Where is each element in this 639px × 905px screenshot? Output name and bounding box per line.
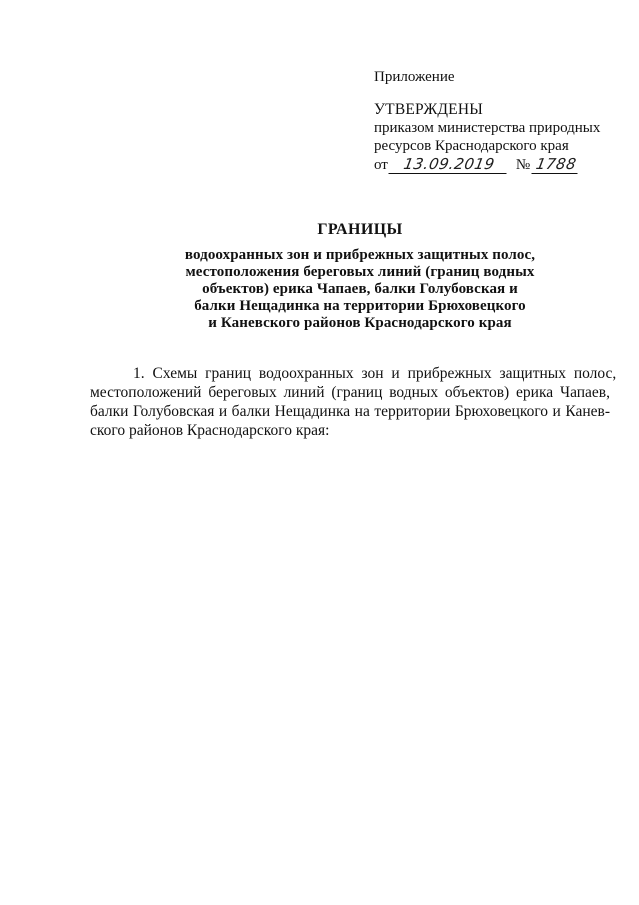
paragraph-line-1: 1. Схемы границ водоохранных зон и прибрежных защитных полос,: [133, 365, 617, 382]
document-title: [150, 221, 570, 332]
approval-line-resources: ресурсов Краснодарского края: [374, 138, 569, 154]
approval-block: [374, 68, 614, 174]
title-line-5: и Каневского районов Краснодарского края: [208, 315, 512, 331]
title-heading: ГРАНИЦЫ: [317, 221, 403, 238]
order-number-handwritten: 1788: [532, 156, 581, 174]
title-line-2: местоположения береговых линий (границ водных: [185, 264, 535, 280]
order-date-prefix: от: [374, 157, 388, 173]
appendix-label: Приложение: [374, 69, 455, 85]
approved-label: УТВЕРЖДЕНЫ: [374, 101, 483, 118]
paragraph-1: [90, 364, 617, 440]
title-line-3: объектов) ерика Чапаев, балки Голубовская и: [202, 281, 518, 297]
order-line: [374, 155, 614, 174]
approval-line-ministry: приказом министерства природных: [374, 120, 601, 136]
paragraph-line-3: балки Голубовская и балки Нещадинка на территории Брюховецкого и Канев-: [90, 403, 610, 420]
title-line-4: балки Нещадинка на территории Брюховецкого: [194, 298, 526, 314]
paragraph-line-4: ского районов Краснодарского края:: [90, 422, 330, 439]
paragraph-line-2: местоположений береговых линий (границ водных объектов) ерика Чапаев,: [90, 384, 610, 401]
title-line-1: водоохранных зон и прибрежных защитных полос,: [184, 247, 536, 263]
order-date-handwritten: 13.09.2019: [388, 156, 509, 174]
order-number-sign: №: [515, 157, 531, 173]
